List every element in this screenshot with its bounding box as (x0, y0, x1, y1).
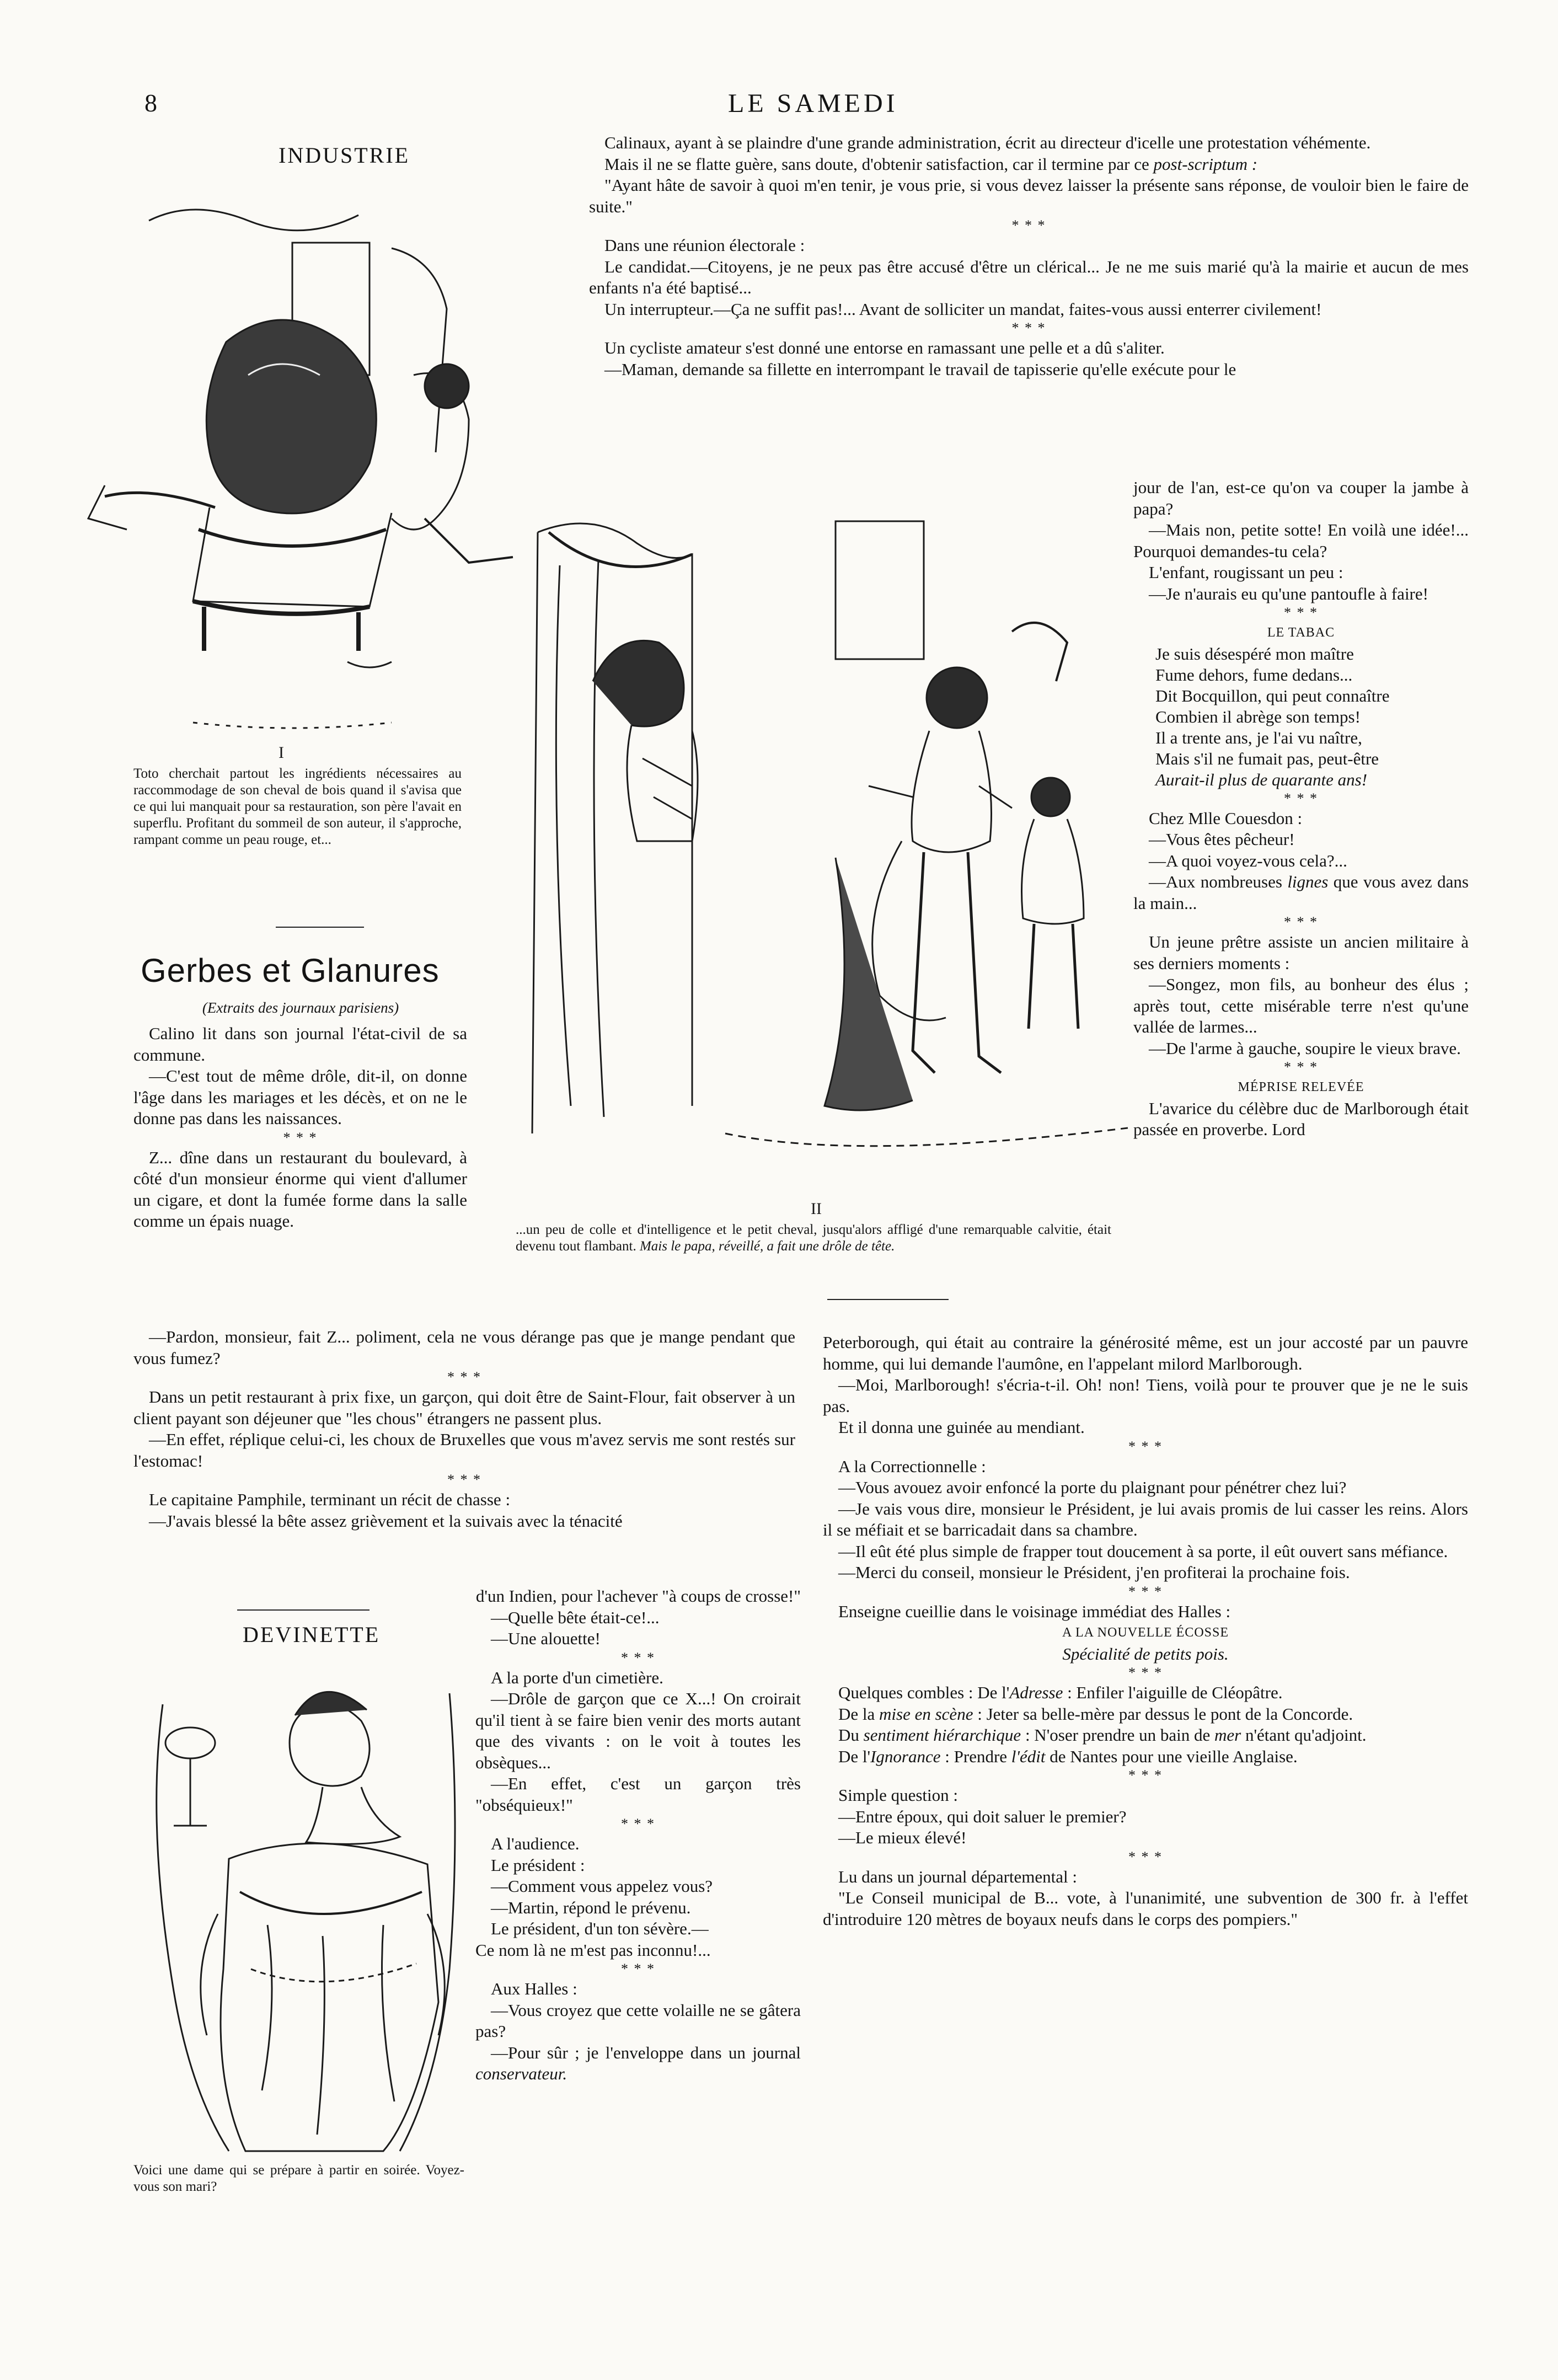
separator-stars: * * * (1284, 605, 1318, 621)
cimetiere-line-2: —Drôle de garçon que ce X...! On croirait qu'il tient à se faire bien venir des morts autant que des vivants : on le voit à toutes les obsèques... (475, 1689, 801, 1772)
tabac-poem (1133, 644, 1469, 790)
reunion-line-3: Un interrupteur.—Ça ne suffit pas!... Avant de solliciter un mandat, faites-vous aussi enterrer civilement! (604, 299, 1322, 319)
separator-stars: * * * (283, 1129, 318, 1146)
combles-line-3: Du sentiment hiérarchique : N'oser prendre un bain de mer n'étant qu'adjoint. (838, 1725, 1367, 1745)
calinaux-line-3: "Ayant hâte de savoir à quoi m'en tenir, je vous prie, si vous devez laisser la présente sans réponse, de vouloir bien le faire de suite." (589, 175, 1469, 216)
correctionnelle-line-1: A la Correctionnelle : (838, 1456, 986, 1476)
flour-line-2: —En effet, réplique celui-ci, les choux de Bruxelles que vous m'avez servis me sont restés sur l'estomac! (133, 1430, 795, 1470)
papa-illustration (527, 499, 1139, 1194)
correctionnelle-line-3: —Je vais vous dire, monsieur le Président, je lui avais promis de lui casser les reins. Alors il se méfiait et se barricadait dans sa chambre. (823, 1499, 1468, 1539)
meprise-line-3: —Moi, Marlborough! s'écria-t-il. Oh! non! Tiens, voilà pour te prouver que je ne le suis pas. (823, 1375, 1468, 1416)
poem-line: Je suis désespéré mon maître (1155, 644, 1354, 664)
halles-line-2: —Vous croyez que cette volaille ne se gâtera pas? (475, 2000, 801, 2041)
separator-stars: * * * (447, 1369, 481, 1385)
separator-stars: * * * (1128, 1583, 1163, 1600)
papa-caption: ...un peu de colle et d'intelligence et le petit cheval, jusqu'alors affligé d'une remarquable calvitie, était devenu tout flambant. Mais le papa, réveillé, a fait une drôle de tête. (516, 1222, 1111, 1254)
devinette-caption: Voici une dame qui se prépare à partir en soirée. Voyez-vous son mari? (133, 2163, 464, 2194)
separator-stars: * * * (621, 1816, 655, 1832)
divider (827, 1299, 949, 1300)
pretre-line-2: —Songez, mon fils, au bonheur des élus ; après tout, cette misérable terre n'est qu'une vallée de larmes... (1133, 975, 1469, 1036)
meprise-title: MÉPRISE RELEVÉE (1238, 1080, 1364, 1094)
running-title: LE SAMEDI (728, 89, 898, 118)
devinette-illustration (141, 1660, 466, 2154)
separator-stars: * * * (1011, 217, 1046, 233)
reunion-line-1: Dans une réunion électorale : (604, 236, 805, 255)
halles-line-1: Aux Halles : (491, 1979, 577, 1998)
audience-line-5: Le président, d'un ton sévère.— (491, 1919, 709, 1938)
industrie-caption: Toto cherchait partout les ingrédients nécessaires au raccommodage de son cheval de bois quand il s'avisa que ce qui lui manquait pour sa restauration, son père l'avait en superflu. Profitant du sommeil de son auteur, il s'approche, rampant comme un peau rouge, et... (133, 766, 462, 847)
calinaux-line-1: Calinaux, ayant à se plaindre d'une grande administration, écrit au directeur d'icelle une protestation véhémente. (604, 133, 1371, 152)
meprise-line-2: Peterborough, qui était au contraire la générosité même, est un jour accosté par un pauvre homme, qui lui demande l'aumône, en l'appelant milord Marlborough. (823, 1333, 1468, 1373)
couesdon-line-2: —Vous êtes pêcheur! (1149, 830, 1295, 849)
reunion-line-2: Le candidat.—Citoyens, je ne peux pas être accusé d'être un clérical... Je ne me suis marié qu'à la mairie et aucun de mes enfants n'a été baptisé... (589, 256, 1469, 297)
separator-stars: * * * (447, 1472, 481, 1488)
question-line-2: —Entre époux, qui doit saluer le premier? (838, 1806, 1127, 1826)
cycliste-line-2: —Maman, demande sa fillette en interrompant le travail de tapisserie qu'elle exécute pour le (604, 359, 1236, 379)
meprise-line-4: Et il donna une guinée au mendiant. (838, 1418, 1085, 1437)
industrie-illustration (83, 177, 568, 756)
separator-stars: * * * (1284, 1059, 1318, 1075)
cycliste-line-6: —Je n'aurais eu qu'une pantoufle à faire! (1149, 584, 1428, 603)
papa-caption-numeral: II (811, 1200, 822, 1218)
question-line-3: —Le mieux élevé! (838, 1828, 967, 1847)
audience-line-4: —Martin, répond le prévenu. (491, 1897, 691, 1917)
pretre-line-3: —De l'arme à gauche, soupire le vieux brave. (1149, 1038, 1461, 1058)
audience-line-1: A l'audience. (491, 1834, 580, 1853)
halles-line-3: —Pour sûr ; je l'enveloppe dans un journal conservateur. (475, 2042, 801, 2083)
pamphile-line-4: —Quelle bête était-ce!... (491, 1607, 660, 1627)
poem-line: Fume dehors, fume dedans... (1155, 665, 1353, 684)
combles-line-1: Quelques combles : De l'Adresse : Enfiler l'aiguille de Cléopâtre. (838, 1683, 1283, 1702)
page-number: 8 (144, 89, 157, 117)
z-line-1: Z... dîne dans un restaurant du boulevard, à côté d'un monsieur énorme qui vient d'allumer un cigare, et dont la fumée forme dans la salle comme un épais nuage. (133, 1147, 467, 1231)
journal-line-2: "Le Conseil municipal de B... vote, à l'unanimité, une subvention de 300 fr. à l'effet d'introduire 120 mètres de boyaux neufs dans le corps des pompiers." (823, 1888, 1468, 1929)
journal-line-1: Lu dans un journal départemental : (838, 1866, 1078, 1886)
poem-line: Mais s'il ne fumait pas, peut-être (1155, 748, 1379, 768)
cimetiere-line-1: A la porte d'un cimetière. (491, 1667, 663, 1687)
poem-line: Combien il abrège son temps! (1155, 707, 1361, 726)
audience-line-3: —Comment vous appelez vous? (491, 1876, 713, 1896)
separator-stars: * * * (1011, 320, 1046, 336)
couesdon-line-3: —A quoi voyez-vous cela?... (1149, 851, 1347, 870)
separator-stars: * * * (1128, 1665, 1163, 1681)
enseigne-line-1: Enseigne cueillie dans le voisinage immédiat des Halles : (838, 1601, 1231, 1621)
industrie-caption-numeral: I (279, 744, 284, 762)
couesdon-line-1: Chez Mlle Couesdon : (1149, 808, 1303, 828)
cycliste-line-3: jour de l'an, est-ce qu'on va couper la jambe à papa? (1133, 478, 1469, 518)
pretre-line-1: Un jeune prêtre assiste un ancien militaire à ses derniers moments : (1133, 932, 1469, 973)
industrie-title: INDUSTRIE (279, 143, 410, 168)
separator-stars: * * * (1128, 1438, 1163, 1454)
audience-line-6: Ce nom là ne m'est pas inconnu!... (475, 1940, 711, 1960)
flour-line-1: Dans un petit restaurant à prix fixe, un garçon, qui doit être de Saint-Flour, fait observer à un client payant son déjeuner que "les chous" étrangers ne passent plus. (133, 1387, 795, 1428)
tabac-title: LE TABAC (1267, 625, 1335, 640)
correctionnelle-line-4: —Il eût été plus simple de frapper tout doucement à sa porte, il eût ouvert sans méfiance. (838, 1541, 1448, 1561)
correctionnelle-line-2: —Vous avouez avoir enfoncé la porte du plaignant pour pénétrer chez lui? (838, 1478, 1347, 1497)
separator-stars: * * * (621, 1961, 655, 1977)
correctionnelle-line-5: —Merci du conseil, monsieur le Président, j'en profiterai la prochaine fois. (838, 1563, 1350, 1582)
pamphile-line-5: —Une alouette! (491, 1629, 601, 1648)
meprise-line-1: L'avarice du célèbre duc de Marlborough était passée en proverbe. Lord (1133, 1098, 1469, 1139)
cimetiere-line-3: —En effet, c'est un garçon très "obséquieux!" (475, 1774, 801, 1815)
gerbes-title: Gerbes et Glanures (141, 952, 440, 989)
audience-line-2: Le président : (491, 1855, 585, 1875)
gerbes-subtitle: (Extraits des journaux parisiens) (202, 999, 399, 1016)
enseigne-line-2: A LA NOUVELLE ÉCOSSE (1062, 1625, 1229, 1640)
pamphile-line-3: d'un Indien, pour l'achever "à coups de crosse!" (475, 1586, 801, 1606)
cycliste-line-4: —Mais non, petite sotte! En voilà une idée!... Pourquoi demandes-tu cela? (1133, 520, 1469, 561)
calino-line-1: Calino lit dans son journal l'état-civil de sa commune. (133, 1024, 467, 1065)
devinette-title: DEVINETTE (243, 1622, 381, 1647)
cycliste-line-5: L'enfant, rougissant un peu : (1149, 563, 1343, 582)
separator-stars: * * * (1284, 914, 1318, 930)
z-line-2: —Pardon, monsieur, fait Z... poliment, cela ne vous dérange pas que je mange pendant que vous fumez? (133, 1327, 795, 1368)
cycliste-line-1: Un cycliste amateur s'est donné une entorse en ramassant une pelle et a dû s'aliter. (604, 338, 1165, 357)
question-line-1: Simple question : (838, 1785, 958, 1805)
poem-line: Aurait-il plus de quarante ans! (1155, 769, 1368, 789)
enseigne-line-3: Spécialité de petits pois. (1062, 1644, 1229, 1664)
separator-stars: * * * (1128, 1848, 1163, 1865)
pamphile-line-2: —J'avais blessé la bête assez grièvement et la suivais avec la ténacité (149, 1511, 623, 1531)
poem-line: Dit Bocquillon, qui peut connaître (1155, 686, 1390, 705)
combles-line-2: De la mise en scène : Jeter sa belle-mère par dessus le pont de la Concorde. (838, 1704, 1353, 1724)
combles-line-4: De l'Ignorance : Prendre l'édit de Nantes pour une vieille Anglaise. (838, 1746, 1298, 1766)
pamphile-line-1: Le capitaine Pamphile, terminant un récit de chasse : (149, 1490, 511, 1509)
couesdon-line-4: —Aux nombreuses lignes que vous avez dans la main... (1133, 872, 1469, 913)
separator-stars: * * * (1284, 790, 1318, 806)
divider (276, 927, 364, 928)
calinaux-line-2: Mais il ne se flatte guère, sans doute, d'obtenir satisfaction, car il termine par ce post-scriptum : (604, 154, 1258, 174)
calino-line-2: —C'est tout de même drôle, dit-il, on donne l'âge dans les mariages et les décès, et on ne le donne pas dans les naissances. (133, 1066, 467, 1128)
divider (237, 1609, 370, 1611)
separator-stars: * * * (621, 1649, 655, 1666)
separator-stars: * * * (1128, 1767, 1163, 1783)
poem-line: Il a trente ans, je l'ai vu naître, (1155, 728, 1362, 747)
